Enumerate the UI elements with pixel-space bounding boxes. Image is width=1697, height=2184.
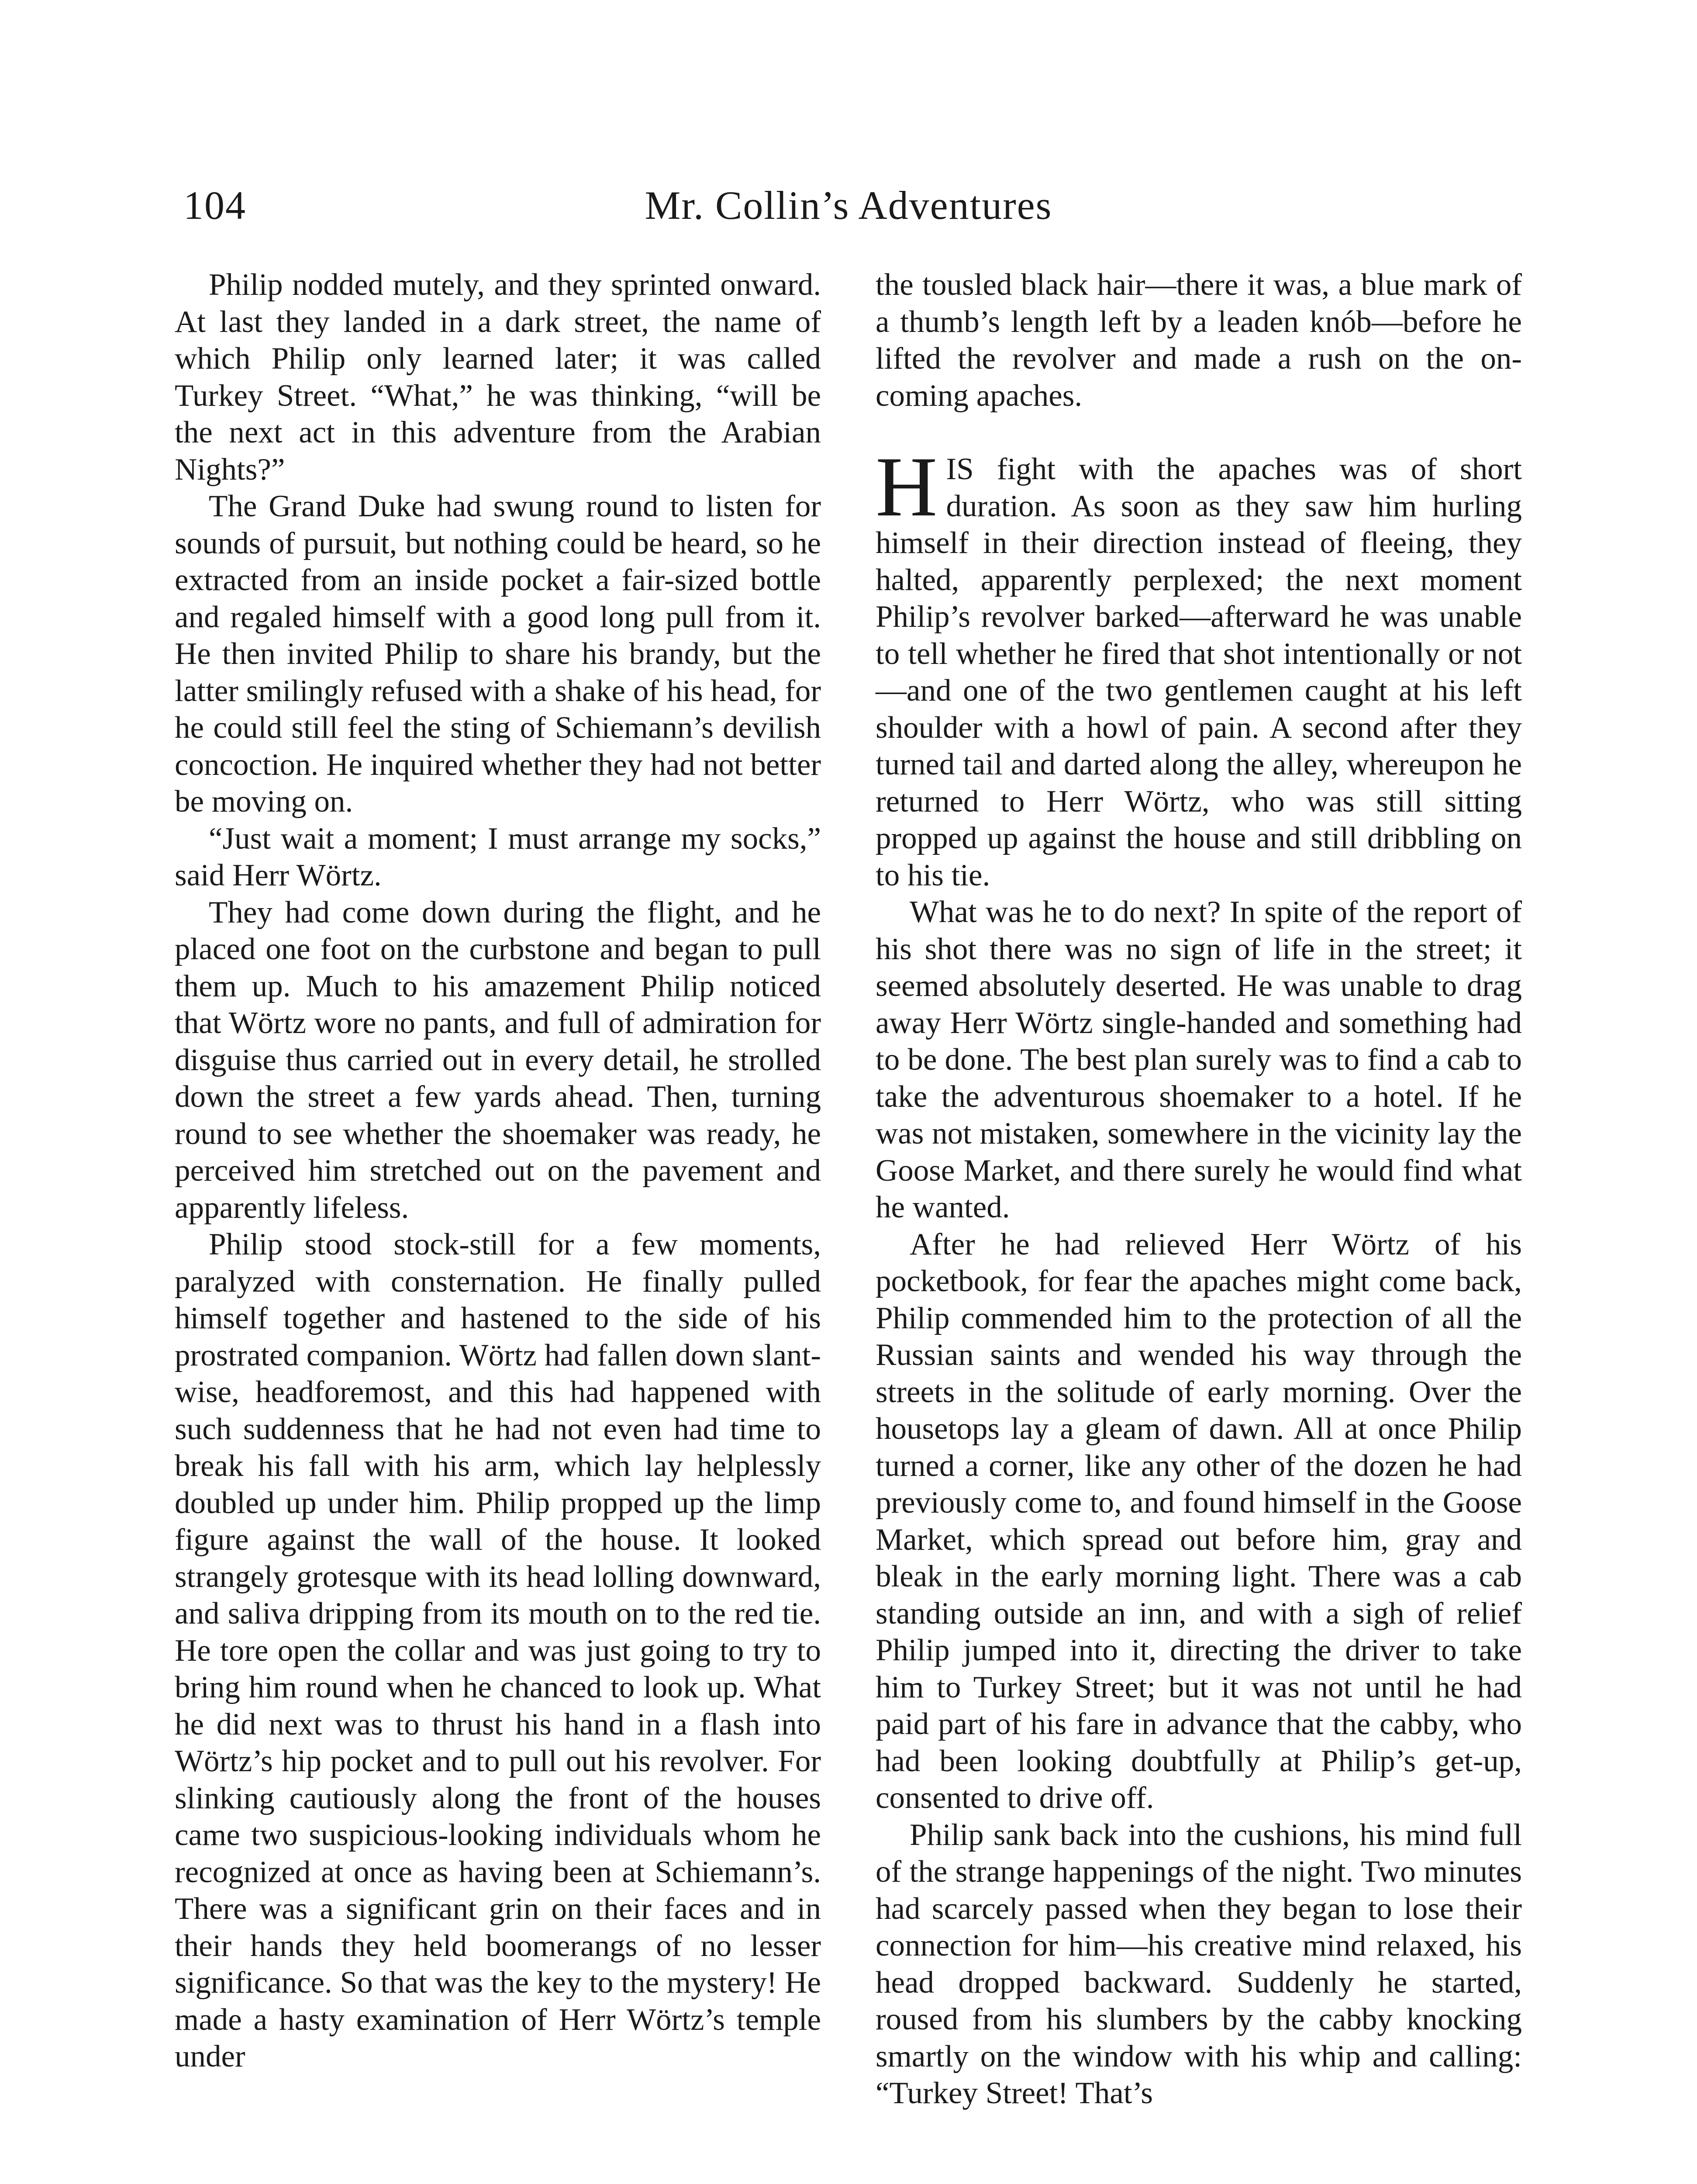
section-opening-text: IS fight with the apaches was of short duration. As soon as they saw him hurling himself in their direction instead of fleeing, they halted, apparently perplexed; the next moment Philip’s revolver barked—afterward he was unable to tell whether he fired that shot intentionally or not—and one of the two gentlemen caught at his left shoulder with a howl of pain. A second after they turned tail and darted along the alley, whereupon he returned to Herr Wörtz, who was still sitting propped up against the house and still dribbling on to his tie. (876, 452, 1522, 892)
paragraph: “Just wait a moment; I must arrange my socks,” said Herr Wörtz. (175, 821, 821, 892)
left-column (175, 266, 821, 2075)
paragraph: Philip stood stock-still for a few moments, paralyzed with consternation. He finally pulled himself together and hastened to the side of his prostrated companion. Wörtz had fallen down slant-wise, headforemost, and this had happened with such suddenness that he had not even had time to break his fall with his arm, which lay helplessly doubled up under him. Philip propped up the limp figure against the wall of the house. It looked strangely grotesque with its head lolling downward, and saliva dripping from its mouth on to the red tie. He tore open the collar and was just going to try to bring him round when he chanced to look up. What he did next was to thrust his hand in a flash into Wörtz’s hip pocket and to pull out his revolver. For slinking cautiously along the front of the houses came two suspicious-looking individuals whom he recognized at once as having been at Schiemann’s. There was a significant grin on their faces and in their hands they held boomerangs of no lesser significance. So that was the key to the mystery! He made a hasty examination of Herr Wörtz’s temple under (175, 1227, 821, 2073)
drop-cap: H (876, 439, 938, 534)
paragraph: Philip sank back into the cushions, his mind full of the strange happenings of the night. Two minutes had scarcely passed when they began to lose their connection for him—his creative mind relaxed, his head dropped backward. Suddenly he started, roused from his slumbers by the cabby knocking smartly on the window with his whip and calling: “Turkey Street! That’s (876, 1818, 1522, 2110)
paragraph: The Grand Duke had swung round to listen for sounds of pursuit, but nothing could be heard, so he extracted from an inside pocket a fair-sized bottle and regaled himself with a good long pull from it. He then invited Philip to share his brandy, but the latter smilingly refused with a shake of his head, for he could still feel the sting of Schiemann’s devilish concoction. He inquired whether they had not better be moving on. (175, 489, 821, 819)
continued-paragraph: the tousled black hair—there it was, a blue mark of a thumb’s length left by a leaden knób—before he lifted the revolver and made a rush on the on-coming apaches. (876, 268, 1522, 413)
section-opening-paragraph (876, 439, 1522, 894)
page-header (0, 175, 1697, 236)
page-number: 104 (183, 183, 246, 228)
paragraph: After he had relieved Herr Wörtz of his pocketbook, for fear the apaches might come back, Philip commended him to the protection of all the Russian saints and wended his way through the streets in the solitude of early morning. Over the housetops lay a gleam of dawn. All at once Philip turned a corner, like any other of the dozen he had previously come to, and found himself in the Goose Market, which spread out before him, gray and bleak in the early morning light. There was a cab standing outside an inn, and with a sigh of relief Philip jumped into it, directing the driver to take him to Turkey Street; but it was not until he had paid part of his fare in advance that the cabby, who had been looking doubtfully at Philip’s get-up, consented to drive off. (876, 1227, 1522, 1815)
right-column (876, 266, 1522, 2112)
running-title: Mr. Collin’s Adventures (645, 183, 1052, 228)
paragraph: Philip nodded mutely, and they sprinted onward. At last they landed in a dark street, the name of which Philip only learned later; it was called Turkey Street. “What,” he was thinking, “will be the next act in this adventure from the Arabian Nights?” (175, 268, 821, 487)
paragraph: They had come down during the flight, and he placed one foot on the curbstone and began to pull them up. Much to his amazement Philip noticed that Wörtz wore no pants, and full of admiration for disguise thus carried out in every detail, he strolled down the street a few yards ahead. Then, turning round to see whether the shoemaker was ready, he perceived him stretched out on the pavement and apparently lifeless. (175, 895, 821, 1225)
paragraph: What was he to do next? In spite of the report of his shot there was no sign of life in the street; it seemed absolutely deserted. He was unable to drag away Herr Wörtz single-handed and something had to be done. The best plan surely was to find a cab to take the adventurous shoemaker to a hotel. If he was not mistaken, somewhere in the vicinity lay the Goose Market, and there surely he would find what he wanted. (876, 895, 1522, 1224)
